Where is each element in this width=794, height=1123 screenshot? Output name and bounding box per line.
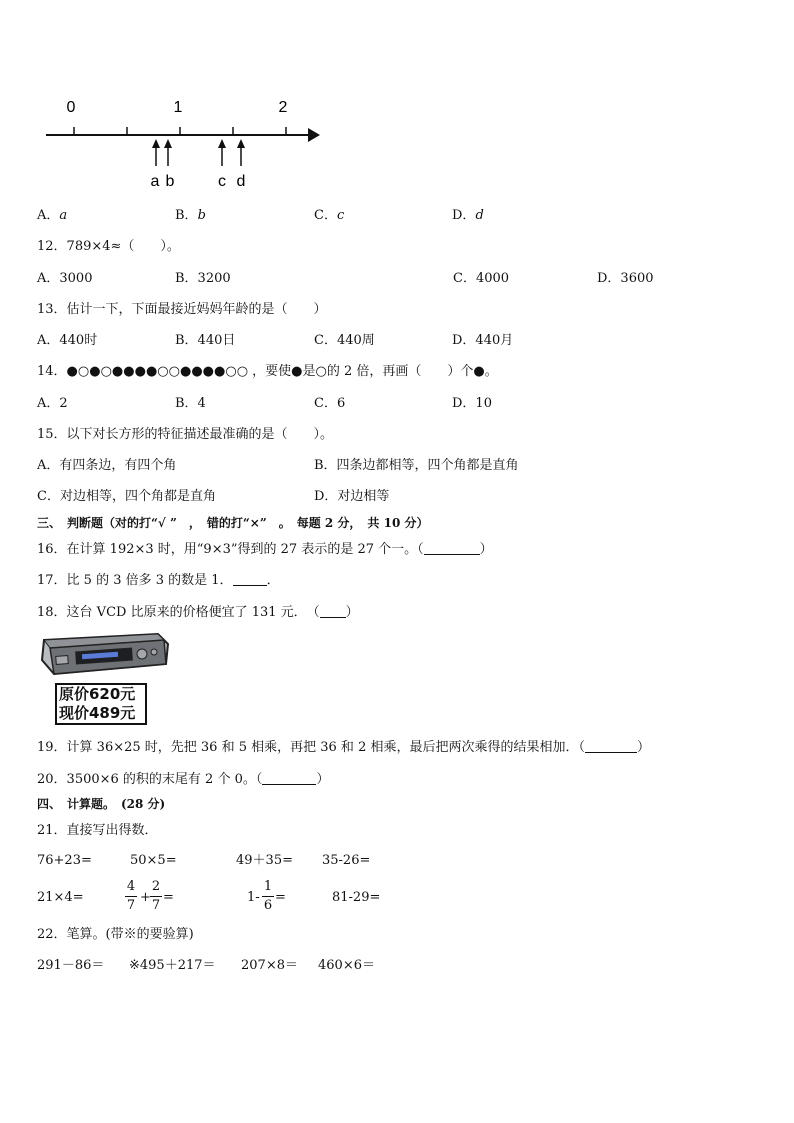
q17-answer-blank[interactable] <box>233 572 267 586</box>
arrow-label-c: c <box>218 173 226 190</box>
arrow-label-a: a <box>150 173 160 190</box>
q20: 20．3500×6 的积的末尾有 2 个 0。（ ） <box>37 772 330 787</box>
q19: 19．计算 36×25 时，先把 36 和 5 相乘，再把 36 和 2 相乘，最后把两次乘得的结果相加．（ ） <box>37 740 650 755</box>
equals-sign-2: = <box>275 890 286 905</box>
q13-option-a[interactable]: A．440时 <box>37 333 98 348</box>
q14-option-b[interactable]: B．4 <box>175 396 206 411</box>
q13-option-d[interactable]: D．440月 <box>452 333 514 348</box>
q11-option-c[interactable]: C．c <box>314 208 345 223</box>
section-3-title: 三、 判断题（对的打“√ ” ， 错的打“×” 。 每题 2 分， 共 10 分） <box>37 516 429 530</box>
q12-option-a[interactable]: A．3000 <box>37 271 93 286</box>
q15-option-a[interactable]: A．有四条边，有四个角 <box>37 458 177 473</box>
q21-item-5: 21×4= <box>37 890 84 905</box>
fraction-4-7: 4 7 <box>126 879 136 913</box>
q12-option-d[interactable]: D．3600 <box>597 271 654 286</box>
arrow-a <box>152 139 160 166</box>
q16-answer-blank[interactable] <box>424 541 480 555</box>
q22-stem: 22．笔算。(带※的要验算) <box>37 927 194 942</box>
arrow-d <box>237 139 245 166</box>
equals-sign: = <box>163 890 174 905</box>
q22-item-1: 291－86＝ <box>37 958 105 973</box>
number-line-figure <box>40 94 330 194</box>
q18: 18．这台 VCD 比原来的价格便宜了 131 元． （ ） <box>37 605 359 620</box>
q21-item-4: 35-26= <box>322 853 371 868</box>
arrow-c <box>218 139 226 166</box>
q21-item-1: 76+23= <box>37 853 92 868</box>
q22-item-2: ※495＋217＝ <box>129 958 216 973</box>
tick-label-2: 2 <box>278 99 288 116</box>
plus-sign: + <box>140 890 151 905</box>
price-tag <box>55 683 147 725</box>
arrow-label-b: b <box>165 173 175 190</box>
q15-stem: 15．以下对长方形的特征描述最准确的是（ ）。 <box>37 427 334 442</box>
q22-item-3: 207×8＝ <box>241 958 298 973</box>
q21-stem: 21．直接写出得数． <box>37 823 158 838</box>
tick-label-1: 1 <box>173 99 183 116</box>
q21-item-3: 49＋35= <box>236 853 293 868</box>
q13-stem: 13．估计一下，下面最接近妈妈年龄的是（ ） <box>37 302 327 317</box>
q13-option-c[interactable]: C．440周 <box>314 333 375 348</box>
q12-option-c[interactable]: C．4000 <box>453 271 510 286</box>
q21-item-8: 81-29= <box>332 890 381 905</box>
q12-option-b[interactable]: B．3200 <box>175 271 231 286</box>
fraction-2-7: 2 7 <box>151 879 161 913</box>
axis-arrowhead <box>308 128 320 142</box>
q14-option-c[interactable]: C．6 <box>314 396 346 411</box>
q16: 16．在计算 192×3 时，用“9×3”得到的 27 表示的是 27 个一。（ ） <box>37 542 493 557</box>
q14-stem: 14．●○●○●●●●○○●●●●○○ ，要使●是○的 2 倍，再画（ ）个●。 <box>37 364 498 379</box>
section-4-title: 四、 计算题。 (28 分) <box>37 797 166 811</box>
q15-option-d[interactable]: D．对边相等 <box>314 489 390 504</box>
q18-answer-blank[interactable] <box>320 604 346 618</box>
arrow-b <box>164 139 172 166</box>
original-price: 原价620元 <box>59 685 136 703</box>
tick-label-0: 0 <box>66 99 76 116</box>
q22-item-4: 460×6＝ <box>318 958 375 973</box>
q14-option-a[interactable]: A．2 <box>37 396 68 411</box>
q20-answer-blank[interactable] <box>262 771 316 785</box>
q21-item-2: 50×5= <box>130 853 177 868</box>
one-minus: 1- <box>247 890 260 905</box>
q11-option-b[interactable]: B．b <box>175 208 206 223</box>
fraction-1-6: 1 6 <box>263 879 273 913</box>
q11-option-d[interactable]: D．d <box>452 208 484 223</box>
current-price: 现价489元 <box>59 704 136 722</box>
q11-option-a[interactable]: A．a <box>37 208 68 223</box>
q15-option-c[interactable]: C．对边相等，四个角都是直角 <box>37 489 216 504</box>
q17: 17．比 5 的 3 倍多 3 的数是 1． ． <box>37 573 280 588</box>
q19-answer-blank[interactable] <box>585 739 637 753</box>
q14-option-d[interactable]: D．10 <box>452 396 492 411</box>
q12-stem: 12．789×4≈（ ）。 <box>37 239 180 254</box>
arrow-label-d: d <box>236 173 246 190</box>
q15-option-b[interactable]: B．四条边都相等，四个角都是直角 <box>314 458 519 473</box>
q13-option-b[interactable]: B．440日 <box>175 333 236 348</box>
vcd-player-image <box>38 630 170 678</box>
